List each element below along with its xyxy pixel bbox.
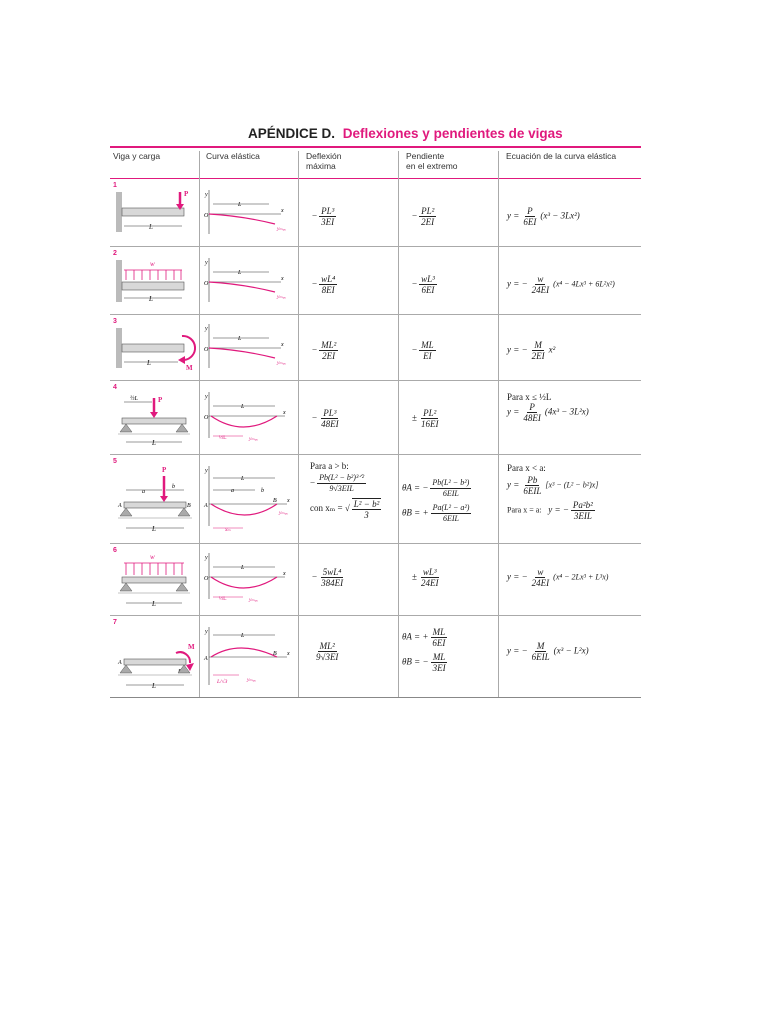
svg-text:yₘₐₓ: yₘₐₓ — [277, 226, 286, 232]
simply-supported-end-moment-diagram — [114, 621, 198, 697]
svg-text:y: y — [205, 629, 208, 635]
table-row — [110, 456, 641, 542]
svg-text:b: b — [261, 488, 264, 494]
svg-text:b: b — [172, 484, 175, 490]
svg-text:w: w — [150, 553, 155, 561]
svg-text:L: L — [238, 270, 242, 276]
elastic-equation: Para x ≤ ½L y = $\frac{P}{48EI}$ (4x³ − 3L²x) — [507, 392, 589, 423]
svg-text:L: L — [238, 336, 242, 342]
svg-text:A: A — [118, 660, 122, 666]
svg-text:P: P — [162, 466, 167, 474]
row-sep — [110, 454, 641, 455]
svg-text:y: y — [205, 468, 208, 474]
svg-text:x: x — [287, 651, 290, 657]
max-deflection: − $\frac{\text{PL³}}{3EI}$ — [312, 206, 335, 227]
table-row — [110, 382, 641, 454]
table-row — [110, 316, 641, 380]
header-slope: Pendiente en el extremo — [406, 151, 458, 171]
elastic-curve-diagram — [203, 460, 303, 540]
svg-text:M: M — [188, 643, 195, 651]
svg-text:a: a — [231, 488, 234, 494]
row-number: 4 — [113, 384, 117, 391]
elastic-equation: y = − $\frac{w}{24EI}$ (x⁴ − 4Lx³ + 6L²x²) — [507, 274, 615, 295]
svg-text:L: L — [152, 525, 156, 533]
svg-text:½L: ½L — [219, 596, 227, 602]
svg-text:B: B — [187, 503, 191, 509]
svg-text:L: L — [241, 404, 245, 410]
svg-text:y: y — [205, 555, 208, 561]
svg-text:x: x — [287, 498, 290, 504]
svg-text:x: x — [283, 410, 286, 416]
max-deflection: − $\frac{\text{wL⁴}}{8EI}$ — [312, 274, 336, 295]
svg-text:L: L — [152, 439, 156, 447]
svg-text:L: L — [238, 202, 242, 208]
elastic-curve-diagram — [203, 621, 303, 697]
svg-text:P: P — [184, 190, 189, 198]
svg-text:L: L — [149, 295, 153, 303]
header-beam: Viga y carga — [113, 151, 161, 161]
end-slope: ± $\frac{\text{PL²}}{16EI}$ — [412, 408, 439, 429]
elastic-equation: y = − $\frac{M}{\text{6EIL}}$ (x³ − L²x) — [507, 641, 589, 662]
elastic-curve-diagram — [203, 252, 303, 312]
table-bottom-rule — [110, 697, 641, 698]
max-deflection: Para a > b: − $\frac{\text{Pb(L² − b²)³ᐟ²}}{\text{9√3EIL}}$ con xₘ = √ $\frac{\text{L² − b²}}{3}$ — [310, 461, 380, 520]
row-sep — [110, 246, 641, 247]
appendix-title — [248, 126, 563, 141]
elastic-equation: y = − $\frac{w}{24EI}$ (x⁴ − 2Lx³ + L³x) — [507, 567, 609, 588]
cantilever-point-load-diagram — [114, 184, 198, 244]
row-sep — [110, 380, 641, 381]
row-sep — [110, 543, 641, 544]
svg-text:xₘ: xₘ — [225, 527, 231, 533]
elastic-equation: Para x < a: y = $\frac{Pb}{\text{6EIL}}$ [x³ − (L² − b²)x] Para x = a: y = − $\frac{\text{Pa²b²}}{\text{3EIL}}$ — [507, 463, 599, 521]
svg-text:A: A — [204, 503, 208, 509]
svg-text:x: x — [281, 342, 284, 348]
elastic-equation: y = − $\frac{M}{2EI}$ x² — [507, 340, 556, 361]
svg-text:O: O — [204, 213, 209, 219]
appendix-label: APÉNDICE D. — [248, 126, 336, 141]
svg-text:x: x — [281, 276, 284, 282]
row-sep — [110, 615, 641, 616]
row-number: 3 — [113, 318, 117, 325]
svg-text:O: O — [204, 347, 209, 353]
svg-text:x: x — [281, 208, 284, 214]
svg-text:w: w — [150, 260, 155, 268]
max-deflection: − $\frac{\text{ML²}}{2EI}$ — [312, 340, 337, 361]
svg-text:y: y — [205, 394, 208, 400]
row-number: 5 — [113, 458, 117, 465]
cantilever-uniform-load-diagram — [114, 252, 198, 312]
header-equation: Ecuación de la curva elástica — [506, 151, 617, 161]
svg-text:y: y — [205, 192, 208, 198]
header-deflection: Deflexión máxima — [306, 151, 342, 171]
svg-text:½L: ½L — [219, 435, 227, 441]
table-row — [110, 248, 641, 314]
table-row — [110, 617, 641, 697]
svg-text:B: B — [273, 651, 277, 657]
end-slope: ± $\frac{\text{wL³}}{24EI}$ — [412, 567, 439, 588]
simply-supported-uniform-load-diagram — [114, 547, 198, 613]
appendix-heading: Deflexiones y pendientes de vigas — [342, 126, 563, 141]
end-slope: − $\frac{\text{PL²}}{2EI}$ — [412, 206, 435, 227]
svg-text:yₘₐₓ: yₘₐₓ — [277, 294, 286, 300]
table-row — [110, 545, 641, 615]
svg-text:yₘₐₓ: yₘₐₓ — [247, 677, 256, 683]
max-deflection: − $\frac{\text{5wL⁴}}{384EI}$ — [312, 567, 344, 588]
max-deflection: − $\frac{\text{PL³}}{48EI}$ — [312, 408, 339, 429]
elastic-curve-diagram — [203, 318, 303, 378]
end-slope: − $\frac{\text{wL³}}{6EI}$ — [412, 274, 435, 295]
simply-supported-offset-load-diagram — [114, 460, 198, 540]
svg-text:L: L — [147, 359, 151, 367]
elastic-curve-diagram — [203, 386, 303, 452]
svg-text:a: a — [142, 489, 145, 495]
header-rule — [110, 178, 641, 179]
svg-text:M: M — [186, 364, 193, 372]
svg-text:L: L — [241, 476, 245, 482]
svg-text:O: O — [204, 415, 209, 421]
cantilever-moment-diagram — [114, 318, 198, 378]
svg-text:L: L — [152, 682, 156, 690]
end-slope: θA = − $\frac{\text{Pb(L² − b²)}}{\text{6EIL}}$ θB = + $\frac{\text{Pa(L² − a²)}}{\text{6EIL}}$ — [402, 478, 470, 523]
svg-text:B: B — [273, 498, 277, 504]
svg-text:yₘₐₓ: yₘₐₓ — [277, 360, 286, 366]
svg-text:L: L — [152, 600, 156, 608]
svg-text:P: P — [158, 396, 163, 404]
row-sep — [110, 314, 641, 315]
svg-text:A: A — [118, 503, 122, 509]
row-number: 2 — [113, 250, 117, 257]
svg-text:x: x — [283, 571, 286, 577]
row-number: 7 — [113, 619, 117, 626]
svg-text:½L: ½L — [130, 396, 138, 402]
svg-text:O: O — [204, 281, 209, 287]
svg-text:yₘₐₓ: yₘₐₓ — [249, 436, 258, 442]
elastic-equation: y = $\frac{P}{6EI}$ (x³ − 3Lx²) — [507, 206, 580, 227]
svg-text:O: O — [204, 576, 209, 582]
end-slope: − $\frac{ML}{EI}$ — [412, 340, 434, 361]
svg-text:yₘₐₓ: yₘₐₓ — [279, 510, 288, 516]
header-curve: Curva elástica — [206, 151, 260, 161]
row-number: 1 — [113, 182, 117, 189]
elastic-curve-diagram — [203, 184, 303, 244]
row-number: 6 — [113, 547, 117, 554]
elastic-curve-diagram — [203, 547, 303, 613]
svg-text:L: L — [149, 223, 153, 231]
table-row — [110, 180, 641, 246]
svg-text:yₘₐₓ: yₘₐₓ — [249, 597, 258, 603]
simply-supported-center-load-diagram — [114, 386, 198, 452]
end-slope: θA = + $\frac{ML}{6EI}$ θB = − $\frac{ML}{3EI}$ — [402, 627, 446, 673]
svg-text:L: L — [241, 565, 245, 571]
svg-text:y: y — [205, 260, 208, 266]
svg-text:L: L — [241, 633, 245, 639]
title-rule — [110, 146, 641, 148]
svg-text:y: y — [205, 326, 208, 332]
svg-text:L/√3: L/√3 — [217, 679, 228, 685]
max-deflection: $\frac{\text{ML²}}{9√3EI}$ — [316, 641, 339, 662]
svg-text:A: A — [204, 656, 208, 662]
